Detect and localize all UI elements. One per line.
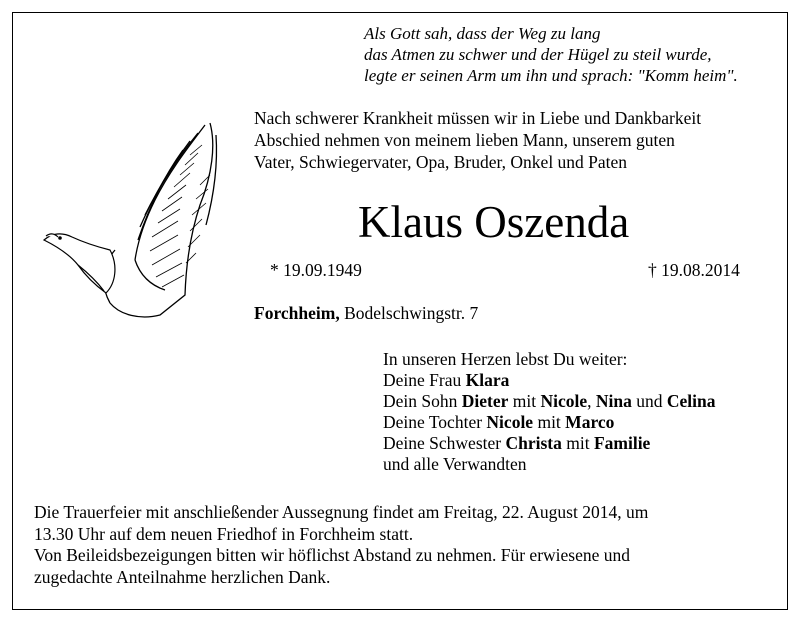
son-name: Dieter: [461, 391, 509, 411]
footer-line: zugedachte Anteilnahme herzlichen Dank.: [34, 566, 331, 587]
daughter-name: Nicole: [486, 412, 534, 432]
family-wife-line: [383, 370, 783, 391]
quote-line: legte er seinen Arm um ihn und sprach: "Komm heim".: [364, 66, 738, 85]
wife-prefix: Deine Frau: [383, 370, 462, 390]
sister-family: Familie: [593, 433, 651, 453]
cross-icon: †: [648, 260, 657, 280]
death-date-value: 19.08.2014: [661, 260, 740, 280]
address-city: Forchheim,: [254, 303, 340, 323]
mit-text: mit: [537, 412, 561, 432]
funeral-notice: [34, 502, 774, 588]
footer-line: Die Trauerfeier mit anschließender Aussegnung findet am Freitag, 22. August 2014, um: [34, 502, 649, 522]
son-partner-name: Nicole: [540, 391, 588, 411]
sister-name: Christa: [505, 433, 562, 453]
announcement-intro: [254, 107, 784, 173]
family-heading: In unseren Herzen lebst Du weiter:: [383, 349, 628, 369]
grandchild-name: Nina: [595, 391, 632, 411]
daughter-prefix: Deine Tochter: [383, 412, 483, 432]
family-son-line: [383, 391, 783, 412]
intro-line: Vater, Schwiegervater, Opa, Bruder, Onkel und Paten: [254, 152, 628, 172]
footer-line: Von Beileidsbezeigungen bitten wir höflichst Abstand zu nehmen. Für erwiesene und: [34, 545, 631, 565]
family-sister-line: [383, 433, 783, 454]
birth-date: [270, 260, 362, 281]
deceased-name: Klaus Oszenda: [358, 197, 630, 247]
wife-name: Klara: [465, 370, 510, 390]
family-list: [383, 349, 783, 475]
praying-hands-with-dove-icon: [40, 115, 225, 325]
quote-line: Als Gott sah, dass der Weg zu lang: [364, 24, 601, 43]
intro-line: Abschied nehmen von meinem lieben Mann, unserem guten: [254, 130, 675, 150]
address-street: Bodelschwingstr. 7: [344, 303, 479, 323]
daughter-partner-name: Marco: [565, 412, 615, 432]
comma-text: ,: [587, 391, 592, 411]
family-relatives-line: und alle Verwandten: [383, 454, 527, 474]
poem-quote: [364, 23, 784, 86]
quote-line: das Atmen zu schwer und der Hügel zu steil wurde,: [364, 45, 712, 64]
grandchild-name: Celina: [666, 391, 716, 411]
family-daughter-line: [383, 412, 783, 433]
address: [254, 303, 478, 324]
mit-text: mit: [512, 391, 537, 411]
sister-prefix: Deine Schwester: [383, 433, 502, 453]
footer-line: 13.30 Uhr auf dem neuen Friedhof in Forchheim statt.: [34, 523, 414, 544]
mit-text: mit: [566, 433, 590, 453]
death-date: [648, 260, 740, 281]
und-text: und: [636, 391, 663, 411]
birth-symbol: *: [270, 260, 279, 280]
son-prefix: Dein Sohn: [383, 391, 458, 411]
intro-line: Nach schwerer Krankheit müssen wir in Liebe und Dankbarkeit: [254, 108, 702, 128]
birth-date-value: 19.09.1949: [283, 260, 362, 280]
